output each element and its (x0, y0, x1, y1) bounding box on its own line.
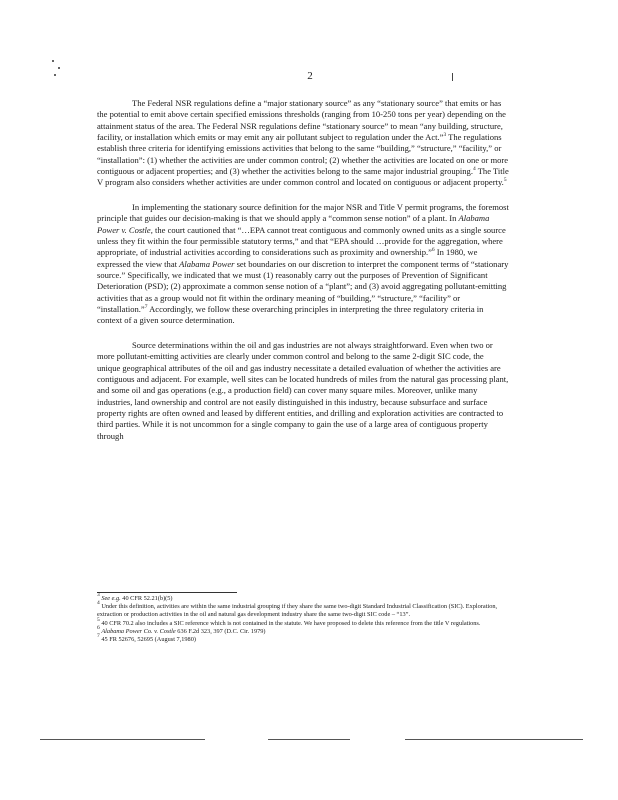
footnote-6 (97, 624, 517, 636)
scan-mark (452, 73, 453, 81)
bottom-rule-center (268, 739, 350, 740)
italic-citation: Alabama Power Co. v. Costle (101, 627, 176, 635)
bottom-rule-left (40, 739, 205, 740)
text-run: Source determinations within the oil and gas industries are not always straightforward. Even when two or more pollutant-emitting activities are clearly under common control and belong to the same 2-digit SIC code, the unique geographical attributes of the oil and gas industry necessitate a detailed evaluation of whether the activities are contiguous and adjacent. For example, well sites can be located hundreds of miles from the natural gas processing plant, and some oil and gas operations (e.g., a production field) can cover many square miles. Moreover, unlike many industries, land ownership and control are not easily distinguished in this industry, because subsurface and surface property rights are often owned and leased by different entities, and drilling and exploration activities are contracted to third parties. While it is not uncommon for a single company to gain the use of a large area of contiguous property through (97, 339, 509, 441)
text-run: 40 CFR 52.21(b)(5) (120, 595, 173, 602)
footnote-ref: 7 (144, 304, 148, 311)
text-run: In implementing the stationary source definition for the major NSR and Title V permit programs, the foremost principle that guides our decision-making is that we should apply a “common sense notion” of a plant. In (97, 201, 509, 224)
scan-speck (58, 67, 60, 69)
footnote-ref: 4 (472, 166, 476, 173)
footnote-ref: 6 (97, 624, 100, 631)
footnote-ref: 3 (97, 592, 100, 598)
text-run: In 1980, we expressed the view that (97, 247, 478, 269)
footnote-ref: 6 (431, 247, 435, 254)
scan-speck (52, 60, 54, 62)
footnote-ref: 3 (443, 132, 447, 139)
paragraph-1 (97, 98, 509, 189)
body-text (97, 98, 509, 442)
footnote-ref: 5 (503, 177, 507, 184)
footnote-5 (97, 616, 517, 628)
italic-citation: See e.g. (101, 595, 121, 602)
footnote-ref: 7 (97, 633, 100, 640)
text-run: The regulations establish three criteria for identifying emissions activities that belong to the same “building,” “structure,” “facility,” or “installation”: (1) whether the activities are under common control; (2) whether the activities are located on one or more contiguous or adjacent properties; and (3) whether the activities belong to the same major industrial grouping. (97, 132, 509, 177)
footnote-3 (97, 592, 517, 603)
footnote-4 (97, 600, 517, 619)
text-run: Accordingly, we follow these overarching principles in interpreting the three regulatory criteria in context of a given source determination. (97, 304, 484, 326)
scan-speck (54, 74, 56, 76)
footnote-ref: 4 (97, 600, 100, 607)
paragraph-3 (97, 340, 509, 442)
bottom-rule-right (405, 739, 583, 740)
footnote-7 (97, 633, 517, 644)
text-run: 45 FR 52676, 52695 (August 7,1980) (99, 636, 196, 644)
text-run: 636 F.2d 323, 397 (D.C. Cir. 1979) (175, 627, 266, 635)
text-run: 40 CFR 70.2 also includes a SIC reference which is not contained in the statute. We have proposed to delete this reference from the title V regulations. (99, 619, 481, 627)
footnote-separator (97, 592, 237, 593)
page-number: 2 (307, 70, 313, 82)
italic-citation: Alabama Power v. Costle (97, 213, 490, 235)
text-run: The Federal NSR regulations define a “major stationary source” as any “stationary source” that emits or has the potential to emit above certain specified emissions thresholds (ranging from 10-250 tons per year) depending on the attainment status of the area. The Federal NSR regulations define “stationary source” to mean “any building, structure, facility, or installation which emits or may emit any air pollutant subject to regulation under the Act.” (97, 98, 506, 143)
footnotes (97, 592, 517, 644)
text-run: set boundaries on our discretion to interpret the component terms of “stationary source.” Specifically, we indicated that we must (1) reasonably carry out the purposes of Prevention of Significant Deterioration (PSD); (2) approximate a common sense notion of a “plant”; and (3) avoid aggregating pollutant-emitting activities that as a group would not fit within the ordinary meaning of “building,” “structure,” “facility” or “installation.” (97, 258, 509, 315)
text-run: Under this definition, activities are within the same industrial grouping if they share the same two-digit Standard Industrial Classification (SIC). Exploration, extraction or production activities in the oil and natural gas development industry share the same two-digit SIC code – “13”. (97, 603, 498, 619)
paragraph-2 (97, 202, 509, 327)
italic-citation: Alabama Power (179, 258, 235, 269)
text-run: , the court cautioned that “…EPA cannot treat contiguous and commonly owned units as a single source unless they fit within the four permissible statutory terms,” and that “EPA should …provide for the aggregation, where appropriate, of industrial activities according to considerations such as proximity and ownership.” (97, 224, 506, 258)
text-run: The Title V program also considers whether activities are under common control and located on contiguous or adjacent property. (97, 166, 509, 188)
footnote-ref: 5 (97, 616, 100, 623)
